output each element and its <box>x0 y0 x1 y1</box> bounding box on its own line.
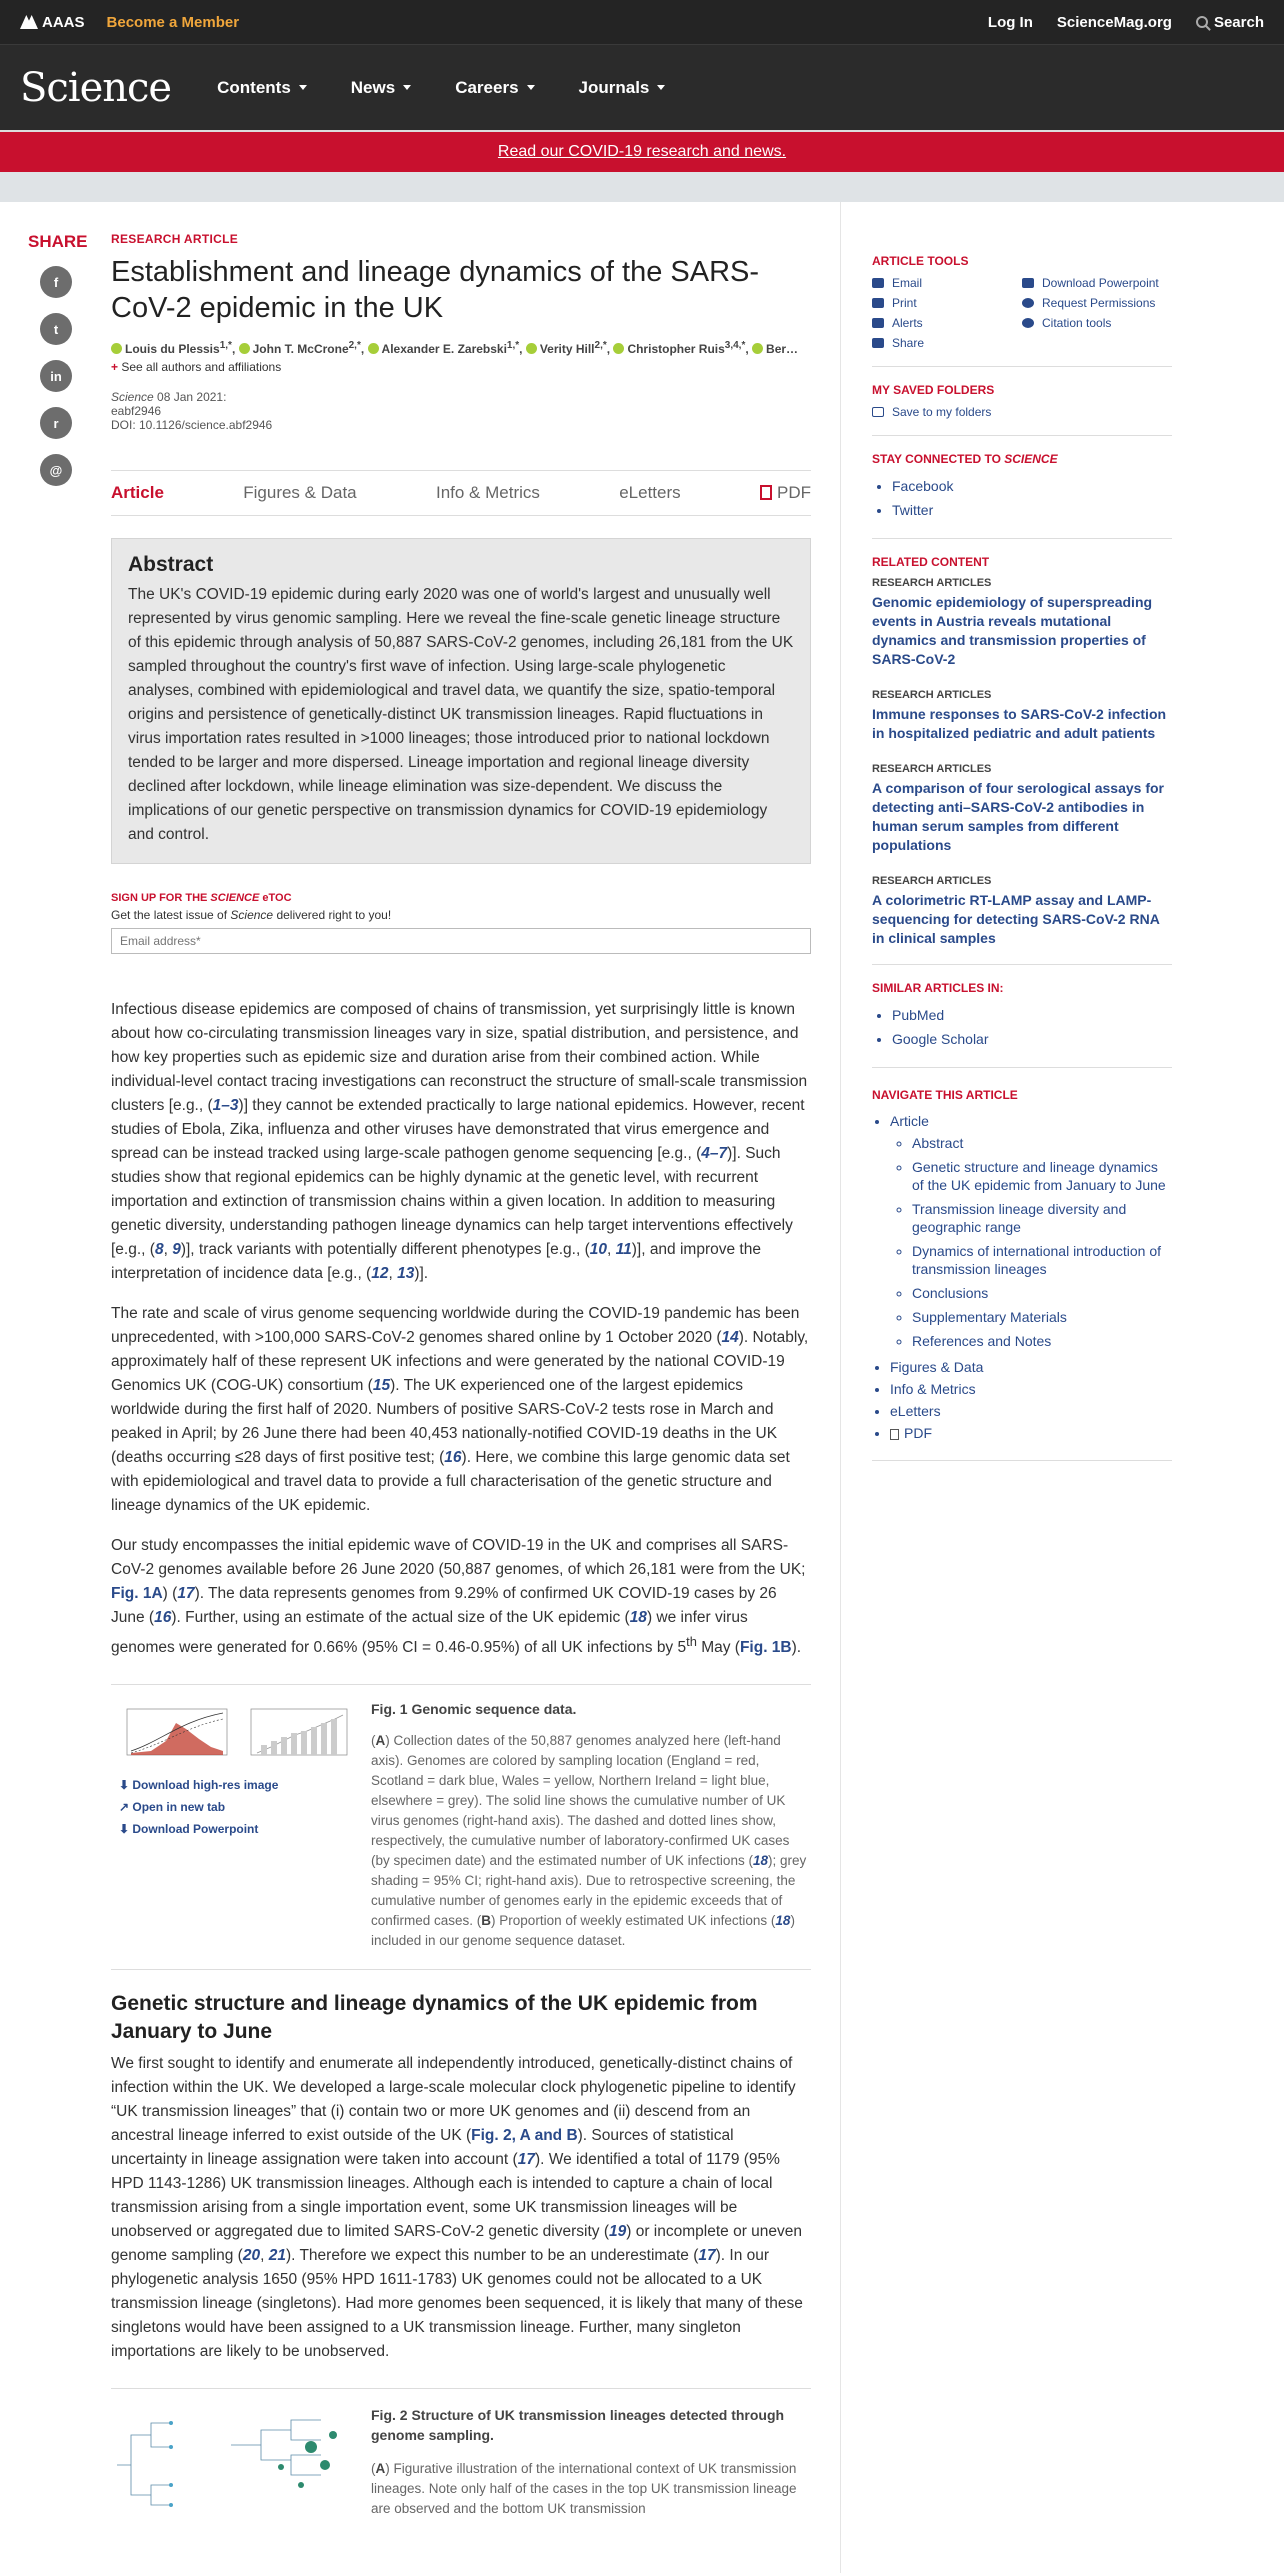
save-to-folders-link[interactable]: Save to my folders <box>872 405 1172 419</box>
science-logo[interactable]: Science <box>20 64 172 111</box>
share-title: SHARE <box>28 232 88 251</box>
gray-gap <box>0 172 1284 202</box>
share-tool[interactable]: Share <box>872 336 1022 350</box>
reference-link[interactable]: 1–3 <box>212 1097 239 1114</box>
navigate-article <box>872 1088 1172 1461</box>
nav-link-pdf[interactable]: • PDF <box>890 1422 1172 1444</box>
related-item: RESEARCH ARTICLES Genomic epidemiology of superspreading events in Austria reveals mutational dynamics and transmission properties of SARS-CoV-2 <box>872 577 1153 667</box>
author-list: Louis du Plessis$^{1,*}$, John T. McCrone$^{2,*}$, Alexander E. Zarebski$^{1,*}$, Verity Hill$^{2,*}$, Christopher Ruis$^{3,4,*}$, Ber… <box>111 340 811 356</box>
section-heading: Genetic structure and lineage dynamics of the UK epidemic from January to June <box>111 1992 758 2044</box>
bell-icon <box>872 318 884 328</box>
alerts-tool[interactable]: Alerts <box>872 316 1022 330</box>
saved-folders <box>872 383 1172 436</box>
nav-link-genetic-structure[interactable]: ◦ Genetic structure and lineage dynamics of the UK epidemic from January to June <box>912 1158 1172 1194</box>
orcid-icon[interactable] <box>613 343 624 354</box>
figure-2-left <box>111 2405 351 2532</box>
chevron-down-icon <box>527 85 535 90</box>
tab-eletters[interactable]: eLetters <box>619 483 681 502</box>
twitter-link[interactable]: • Twitter <box>892 498 1172 522</box>
nav-link-info-metrics[interactable]: • Info & Metrics <box>890 1378 1172 1400</box>
nav-careers[interactable]: Careers <box>455 78 534 98</box>
become-member-link[interactable]: Become a Member <box>106 13 240 31</box>
pdf-icon <box>760 485 772 500</box>
article-tools <box>872 254 1172 367</box>
reference-link[interactable]: 11 <box>615 1241 632 1258</box>
share-arrow-icon <box>872 338 884 348</box>
print-icon <box>872 298 884 308</box>
author-link[interactable]: Alexander E. Zarebski <box>381 342 507 356</box>
stay-connected-title: STAY CONNECTED TO SCIENCE <box>872 452 1058 466</box>
orcid-icon[interactable] <box>752 343 763 354</box>
abstract-box <box>111 538 811 864</box>
google-scholar-link[interactable]: • Google Scholar <box>892 1027 1172 1051</box>
similar-articles-title: SIMILAR ARTICLES IN: <box>872 981 1004 995</box>
login-link[interactable]: Log In <box>987 13 1033 31</box>
see-all-authors-link[interactable]: + See all authors and affiliations <box>111 360 282 374</box>
chevron-down-icon <box>657 85 665 90</box>
reference-link[interactable]: 13 <box>397 1265 415 1282</box>
author-link[interactable]: John T. McCrone <box>252 342 349 356</box>
related-content-title: RELATED CONTENT <box>872 555 990 569</box>
reference-link[interactable]: 17 <box>517 2151 535 2169</box>
related-item: RESEARCH ARTICLES Immune responses to SARS-CoV-2 infection in hospitalized pediatric and adult patients <box>872 689 1167 741</box>
page-content <box>0 202 1284 2573</box>
figure-2 <box>111 2388 811 2550</box>
tab-pdf[interactable]: PDF <box>760 483 811 503</box>
linkedin-share-icon[interactable]: in <box>40 360 72 392</box>
figure-2-caption-text: (A) Figurative illustration of the international context of UK transmission lineages. Note only half of the cases in the top UK transmission lineage are observed and the bottom UK transmission <box>371 2461 797 2517</box>
pubmed-link[interactable]: • PubMed <box>892 1003 1172 1027</box>
orcid-icon[interactable] <box>368 343 379 354</box>
nav-link-conclusions[interactable]: ◦ Conclusions <box>912 1284 1172 1302</box>
reference-link[interactable]: 9 <box>172 1241 181 1258</box>
nav-link-figures-data[interactable]: • Figures & Data <box>890 1356 1172 1378</box>
download-powerpoint-link[interactable]: ⬇ Download Powerpoint <box>119 1822 259 1837</box>
download-icon: ⬇ <box>119 1778 133 1793</box>
figure-1 <box>111 1684 811 1970</box>
related-article-link[interactable]: Genomic epidemiology of superspreading events in Austria reveals mutational dynamics and transmission properties of SARS-CoV-2 <box>872 594 1153 667</box>
nav-link-international-introduction[interactable]: ◦ Dynamics of international introduction of transmission lineages <box>912 1242 1172 1278</box>
folder-icon <box>872 407 884 417</box>
article-body <box>111 998 811 2550</box>
figure-2-caption <box>371 2405 811 2532</box>
related-item: RESEARCH ARTICLES A colorimetric RT-LAMP assay and LAMP-sequencing for detecting SARS-CoV-2 RNA in clinical samples <box>872 875 1160 946</box>
reference-link[interactable]: 8 <box>154 1241 164 1258</box>
figure-1-thumbnail[interactable] <box>111 1701 351 1761</box>
plus-icon: + <box>111 360 122 374</box>
open-in-new-tab-link[interactable]: ↗ Open in new tab <box>119 1800 226 1815</box>
copyright-icon <box>1022 298 1034 308</box>
facebook-share-icon[interactable]: f <box>40 266 72 298</box>
nav-link-article[interactable]: • Article ◦ Abstract ◦ Genetic structure and lineage dynamics of the UK epidemic from January to June ◦ Transmission lineage diversity and geographic range ◦ Dynamics of international introduction of transmission lineages ◦ Conclusions ◦ Supplementary Materials ◦ References and Notes <box>890 1110 1172 1350</box>
download-icon <box>1022 278 1034 288</box>
article-meta: Science 08 Jan 2021: eabf2946 DOI: 10.1126/science.abf2946 <box>111 390 273 432</box>
search-icon <box>1196 16 1208 28</box>
figure-link[interactable]: Fig. 1B <box>739 1639 792 1657</box>
abstract-title: Abstract <box>128 553 214 576</box>
etoc-subtitle: Get the latest issue of Science delivered right to you! <box>111 908 392 922</box>
figure-1-left <box>111 1701 351 1951</box>
main-nav <box>0 45 1284 130</box>
figure-1-title: Fig. 1 Genomic sequence data. <box>371 1701 577 1718</box>
globe-icon <box>1022 318 1034 328</box>
article-kicker: RESEARCH ARTICLE <box>111 232 239 246</box>
envelope-icon <box>872 278 884 288</box>
email-field[interactable] <box>111 928 811 954</box>
related-article-link[interactable]: Immune responses to SARS-CoV-2 infection in hospitalized pediatric and adult patients <box>872 706 1167 741</box>
author-link[interactable]: Christopher Ruis <box>627 342 725 356</box>
aaas-logo-icon <box>20 15 38 29</box>
top-bar <box>0 0 1284 45</box>
reddit-share-icon[interactable]: r <box>40 407 72 439</box>
covid-banner-link[interactable]: Read our COVID-19 research and news. <box>497 143 787 160</box>
nav-link-lineage-diversity[interactable]: ◦ Transmission lineage diversity and geographic range <box>912 1200 1172 1236</box>
abstract-text: The UK's COVID-19 epidemic during early 2020 was one of world's largest and unusually well represented by virus genomic sampling. Here we reveal the fine-scale genetic lineage structure of this epidemic through analysis of 50,887 SARS-CoV-2 genomes, including 26,181 from the UK sampled throughout the country's first wave of infection. Using large-scale phylogenetic analyses, combined with epidemiological and travel data, we quantify the size, spatio-temporal origins and persistence of genetically-distinct UK transmission lineages. Rapid fluctuations in virus importation rates resulted in >1000 lineages; those introduced prior to national lockdown tended to be larger and more dispersed. Lineage importation and regional lineage diversity declined after lockdown, while lineage elimination was size-dependent. We discuss the implications of our genetic perspective on transmission dynamics for COVID-19 epidemiology and control. <box>128 586 794 843</box>
nav-link-references[interactable]: ◦ References and Notes <box>912 1332 1172 1350</box>
nav-contents[interactable]: Contents <box>217 78 307 98</box>
sidebar-divider <box>840 202 841 2573</box>
reference-link[interactable]: 18 <box>775 1913 791 1929</box>
author-link[interactable]: Ber… <box>766 342 799 356</box>
reference-link[interactable]: 14 <box>721 1329 739 1346</box>
orcid-icon[interactable] <box>526 343 537 354</box>
aaas-logo[interactable]: AAAS <box>20 14 85 31</box>
nav-link-supplementary[interactable]: ◦ Supplementary Materials <box>912 1308 1172 1326</box>
saved-folders-title: MY SAVED FOLDERS <box>872 383 995 397</box>
reference-link[interactable]: 18 <box>629 1609 647 1626</box>
figure-2-title: Fig. 2 Structure of UK transmission lineages detected through genome sampling. <box>371 2407 785 2444</box>
nav-link-abstract[interactable]: ◦ Abstract <box>912 1134 1172 1152</box>
body-paragraph: We first sought to identify and enumerate all independently introduced, genetically-distinct chains of infection within the UK. We developed a large-scale molecular clock phylogenetic pipeline to identify “UK transmission lineages” that (i) contain two or more UK genomes and (ii) descend from an ancestral lineage inferred to exist outside of the UK (Fig. 2, A and B). Sources of statistical uncertainty in lineage assignation were taken into account (17). We identified a total of 1179 (95% HPD 1143-1286) UK transmission lineages. Although each is intended to capture a chain of local transmission arising from a single importation event, some UK transmission lineages will be unobserved or aggregated due to limited SARS-CoV-2 genetic diversity (19) or incomplete or uneven genome sampling (20, 21). Therefore we expect this number to be an underestimate (17). In our phylogenetic analysis 1650 (95% HPD 1611-1783) UK genomes could not be allocated to a UK transmission lineage (singletons). Had more genomes been sequenced, it is likely that many of these singletons would have been assigned to a UK transmission lineage. Further, many singleton importations are likely to be unobserved. <box>111 2055 803 2361</box>
download-icon: ⬇ <box>119 1822 133 1837</box>
tab-info-metrics[interactable]: Info & Metrics <box>435 483 540 502</box>
search-button[interactable]: Search <box>1196 14 1264 31</box>
print-tool[interactable]: Print <box>872 296 1022 310</box>
author-link[interactable]: Verity Hill <box>539 342 595 356</box>
figure-1-caption-text: (A) Collection dates of the 50,887 genomes analyzed here (left-hand axis). Genomes are colored by sampling location (England = red, Scotland = dark blue, Wales = yellow, Northern Ireland = light blue, elsewhere = grey). The solid line shows the cumulative number of UK virus genomes (right-hand axis). The dashed and dotted lines show, respectively, the cumulative number of laboratory-confirmed UK cases (by specimen date) and the estimated number of UK infections (18); grey shading = 95% CI; right-hand axis). Due to retrospective screening, the cumulative number of genomes early in the epidemic exceeds that of confirmed cases. (B) Proportion of weekly estimated UK infections (18) included in our genome sequence dataset. <box>371 1733 807 1949</box>
reference-link[interactable]: 17 <box>698 2247 716 2265</box>
nav-link-eletters[interactable]: • eLetters <box>890 1400 1172 1422</box>
request-permissions-tool[interactable]: Request Permissions <box>1022 296 1172 310</box>
article-tools-title: ARTICLE TOOLS <box>872 254 969 268</box>
reference-link[interactable]: 10 <box>589 1241 608 1258</box>
tab-article[interactable]: Article <box>111 483 164 502</box>
facebook-link[interactable]: • Facebook <box>892 474 1172 498</box>
figure-link[interactable]: Fig. 1A <box>111 1585 163 1602</box>
email-tool[interactable]: Email <box>872 276 1022 290</box>
external-link-icon: ↗ <box>119 1800 133 1815</box>
related-article-link[interactable]: A colorimetric RT-LAMP assay and LAMP-sequencing for detecting SARS-CoV-2 RNA in clinical samples <box>872 892 1160 946</box>
similar-articles <box>872 981 1172 1068</box>
nav-journals[interactable]: Journals <box>579 78 666 98</box>
related-article-link[interactable]: A comparison of four serological assays for detecting anti–SARS-CoV-2 antibodies in human serum samples from different populations <box>872 780 1165 853</box>
body-paragraph: The rate and scale of virus genome sequencing worldwide during the COVID-19 pandemic has been unprecedented, with >100,000 SARS-CoV-2 genomes shared online by 1 October 2020 (14). Notably, approximately half of these represent UK infections and were generated by the national COVID-19 Genomics UK (COG-UK) consortium (15). The UK experienced one of the largest epidemics worldwide during the first half of 2020. Numbers of positive SARS-CoV-2 tests rose in March and peaked in April; by 26 June there had been 40,453 nationally-notified COVID-19 deaths in the UK (deaths occurring ≤28 days of first positive test; (16). Here, we combine this large genomic data set with epidemiological and travel data to provide a full characterisation of the genetic structure and lineage dynamics of the UK epidemic. <box>111 1305 809 1514</box>
article-title: Establishment and lineage dynamics of the SARS-CoV-2 epidemic in the UK <box>111 256 760 324</box>
reference-link[interactable]: 18 <box>752 1853 768 1869</box>
article-main <box>111 232 811 2570</box>
figure-2-thumbnail[interactable] <box>111 2405 351 2515</box>
download-powerpoint-tool[interactable]: Download Powerpoint <box>1022 276 1172 290</box>
figure-link[interactable]: Fig. 2, A and B <box>471 2127 578 2145</box>
reference-link[interactable]: 21 <box>268 2247 286 2265</box>
reference-link[interactable]: 19 <box>609 2223 627 2241</box>
related-item: RESEARCH ARTICLES A comparison of four serological assays for detecting anti–SARS-CoV-2 antibodies in human serum samples from different populations <box>872 763 1165 853</box>
reference-link[interactable]: 15 <box>372 1377 391 1394</box>
sciencemag-link[interactable]: ScienceMag.org <box>1056 13 1172 31</box>
stay-connected <box>872 452 1172 539</box>
reference-link[interactable]: 16 <box>444 1449 462 1466</box>
tab-figures-data[interactable]: Figures & Data <box>243 483 357 502</box>
figure-1-caption <box>371 1701 811 1951</box>
citation-tools-tool[interactable]: Citation tools <box>1022 316 1172 330</box>
article-tabs <box>111 470 811 516</box>
body-paragraph: Our study encompasses the initial epidemic wave of COVID-19 in the UK and comprises all SARS-CoV-2 genomes available before 26 June 2020 (50,887 genomes, of which 26,181 were from the UK; Fig. 1A) (17). The data represents genomes from 9.29% of confirmed UK COVID-19 cases by 26 June (16). Further, using an estimate of the actual size of the UK epidemic (18) we infer virus genomes were generated for 0.66% (95% CI = 0.46-0.95%) of all UK infections by 5th May (Fig. 1B). <box>111 1537 806 1657</box>
right-sidebar <box>872 254 1172 1477</box>
download-high-res-link[interactable]: ⬇ Download high-res image <box>119 1778 279 1793</box>
reference-link[interactable]: 16 <box>154 1609 172 1626</box>
reference-link[interactable]: 4–7 <box>701 1145 728 1162</box>
orcid-icon[interactable] <box>111 343 122 354</box>
chevron-down-icon <box>299 85 307 90</box>
related-content <box>872 555 1172 965</box>
etoc-title: SIGN UP FOR THE SCIENCE eTOC <box>111 892 292 904</box>
reference-link[interactable]: 12 <box>371 1265 389 1282</box>
share-column <box>28 232 88 501</box>
orcid-icon[interactable] <box>239 343 250 354</box>
twitter-share-icon[interactable]: t <box>40 313 72 345</box>
reference-link[interactable]: 17 <box>177 1585 195 1602</box>
reference-link[interactable]: 20 <box>242 2247 261 2265</box>
author-link[interactable]: Louis du Plessis <box>125 342 220 356</box>
etoc-signup <box>111 892 811 954</box>
covid-banner <box>0 130 1284 172</box>
navigate-title: NAVIGATE THIS ARTICLE <box>872 1088 1018 1102</box>
body-paragraph: Infectious disease epidemics are composed of chains of transmission, yet surprisingly little is known about how co-circulating transmission lineages vary in size, spatial distribution, and persistence, and how key properties such as epidemic size and duration arise from their combined action. While individual-level contact tracing investigations can reconstruct the structure of small-scale transmission clusters [e.g., (1–3)] they cannot be extended practically to large national epidemics. However, recent studies of Ebola, Zika, influenza and other viruses have demonstrated that virus emergence and spread can be instead tracked using large-scale pathogen genome sequencing [e.g., (4–7)]. Such studies show that regional epidemics can be highly dynamic at the genetic level, with recurrent importation and extinction of transmission chains within a given location. In addition to measuring genetic diversity, understanding pathogen lineage dynamics can help target interventions effectively [e.g., (8, 9)], track variants with potentially different phenotypes [e.g., (10, 11)], and improve the interpretation of incidence data [e.g., (12, 13)]. <box>111 1001 808 1282</box>
nav-news[interactable]: News <box>351 78 411 98</box>
chevron-down-icon <box>403 85 411 90</box>
pdf-icon <box>890 1429 899 1440</box>
email-share-icon[interactable]: @ <box>40 454 72 486</box>
